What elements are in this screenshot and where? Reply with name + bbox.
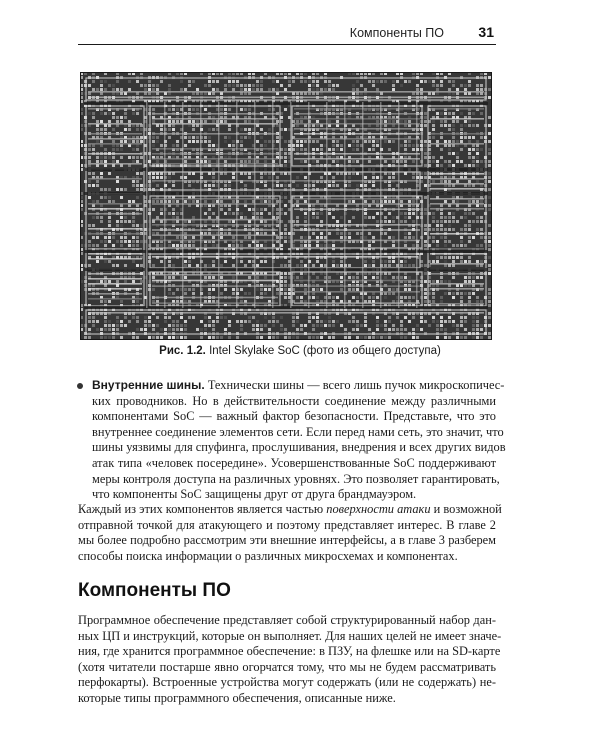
bullet-internal-buses bbox=[92, 378, 506, 503]
paragraph-software bbox=[78, 613, 502, 707]
bullet-line: шины уязвимы для спуфинга, прослушивания, внедрения и всех других видов bbox=[92, 440, 506, 455]
bullet-line: меры контроля доступа на различных уровнях. Это позволяет гарантировать, bbox=[92, 471, 500, 486]
bullet-dot-icon bbox=[77, 383, 83, 389]
figure-caption-label: Рис. 1.2. bbox=[159, 345, 206, 357]
bullet-line-text: Технически шины — всего лишь пучок микроскопичес- bbox=[204, 378, 505, 392]
page-number: 31 bbox=[478, 24, 494, 40]
paragraph-line-text: и возможной bbox=[430, 502, 502, 516]
section-heading: Компоненты ПО bbox=[78, 580, 231, 601]
paragraph-line: которые типы программного обеспечения, описанные ниже. bbox=[78, 690, 396, 705]
paragraph-line: отправной точкой для атакующего и поэтому представляет интерес. В главе 2 bbox=[78, 517, 496, 532]
paragraph-line: способы поиска информации о различных микросхемах и компонентах. bbox=[78, 548, 458, 563]
figure-chip-die-photo bbox=[80, 72, 492, 340]
paragraph-line: ния, где хранится программное обеспечение: в ПЗУ, на флешке или на SD-карте bbox=[78, 644, 501, 659]
bullet-line: что компоненты SoC защищены друг от друга брандмауэром. bbox=[92, 487, 417, 502]
bullet-line bbox=[92, 378, 505, 394]
paragraph-line: Программное обеспечение представляет собой структурированный набор дан- bbox=[78, 613, 496, 627]
figure-caption bbox=[0, 345, 600, 357]
paragraph-attack-surface bbox=[78, 502, 502, 564]
bullet-line: атак типа «человек посередине». Усовершенствованные SoC поддерживают bbox=[92, 455, 496, 470]
paragraph-line: (хотя читатели постарше явно огорчатся тому, что мы не будем рассматривать bbox=[78, 659, 496, 674]
paragraph-line bbox=[78, 502, 502, 518]
bullet-line: компонентами SoC — важный фактор безопасности. Представьте, что это bbox=[92, 409, 496, 424]
paragraph-line: перфокарты). Встроенные устройства могут содержать (или не содержать) не- bbox=[78, 675, 496, 690]
emphasis-attack-surface: поверхности атаки bbox=[326, 502, 431, 516]
paragraph-line: мы более подробно рассмотрим эти внешние интерфейсы, а в главе 3 разберем bbox=[78, 533, 496, 548]
bullet-line: ких проводников. Но в действительности соединение между различными bbox=[92, 393, 496, 408]
bullet-line: внутреннее соединение элементов сети. Если перед нами сеть, это значит, что bbox=[92, 424, 504, 439]
bullet-term: Внутренние шины. bbox=[92, 378, 205, 392]
paragraph-line: ных ЦП и инструкций, которые он выполняет. Для наших целей не имеет значе- bbox=[78, 628, 502, 643]
running-header-section-title: Компоненты ПО bbox=[349, 26, 444, 40]
paragraph-line-text: Каждый из этих компонентов является частью bbox=[78, 502, 327, 516]
figure-caption-text: Intel Skylake SoC (фото из общего доступа) bbox=[209, 345, 441, 357]
chip-die-image bbox=[80, 72, 492, 340]
running-header bbox=[78, 22, 496, 45]
